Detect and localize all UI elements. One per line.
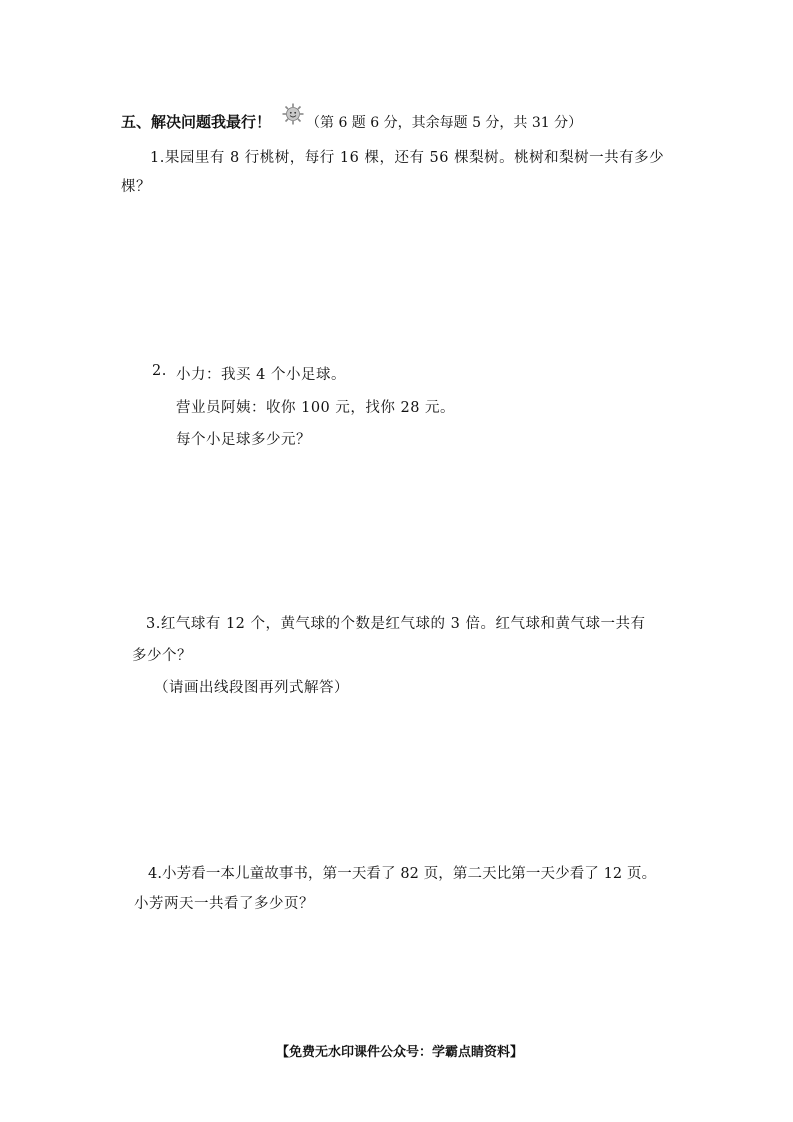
q3-line3: （请画出线段图再列式解答） [154,680,349,696]
q3-line2: 多少个？ [132,648,192,664]
q4-line1: 4.小芳看一本儿童故事书，第一天看了 82 页，第二天比第一天少看了 12 页。 [148,866,657,882]
section-heading: 五、解决问题我最行！ [121,113,272,131]
q4-line2: 小芳两天一共看了多少页？ [134,896,314,912]
smiling-sun-icon [282,103,304,125]
q2-line1: 小力：我买 4 个小足球。 [176,367,346,383]
q3-line1: 3.红气球有 12 个，黄气球的个数是红气球的 3 倍。红气球和黄气球一共有 [146,616,646,632]
section-note: （第 6 题 6 分，其余每题 5 分，共 31 分） [306,115,583,131]
q2-number: 2. [152,363,167,379]
footer-note: 【免费无水印课件公众号：学霸点睛资料】 [276,1045,524,1060]
q1-line2: 棵？ [121,179,151,195]
q2-line3: 每个小足球多少元？ [176,432,311,448]
q2-line2: 营业员阿姨：收你 100 元，找你 28 元。 [176,400,456,416]
q1-line1: 1.果园里有 8 行桃树，每行 16 棵，还有 56 棵梨树。桃树和梨树一共有多少 [150,150,665,166]
